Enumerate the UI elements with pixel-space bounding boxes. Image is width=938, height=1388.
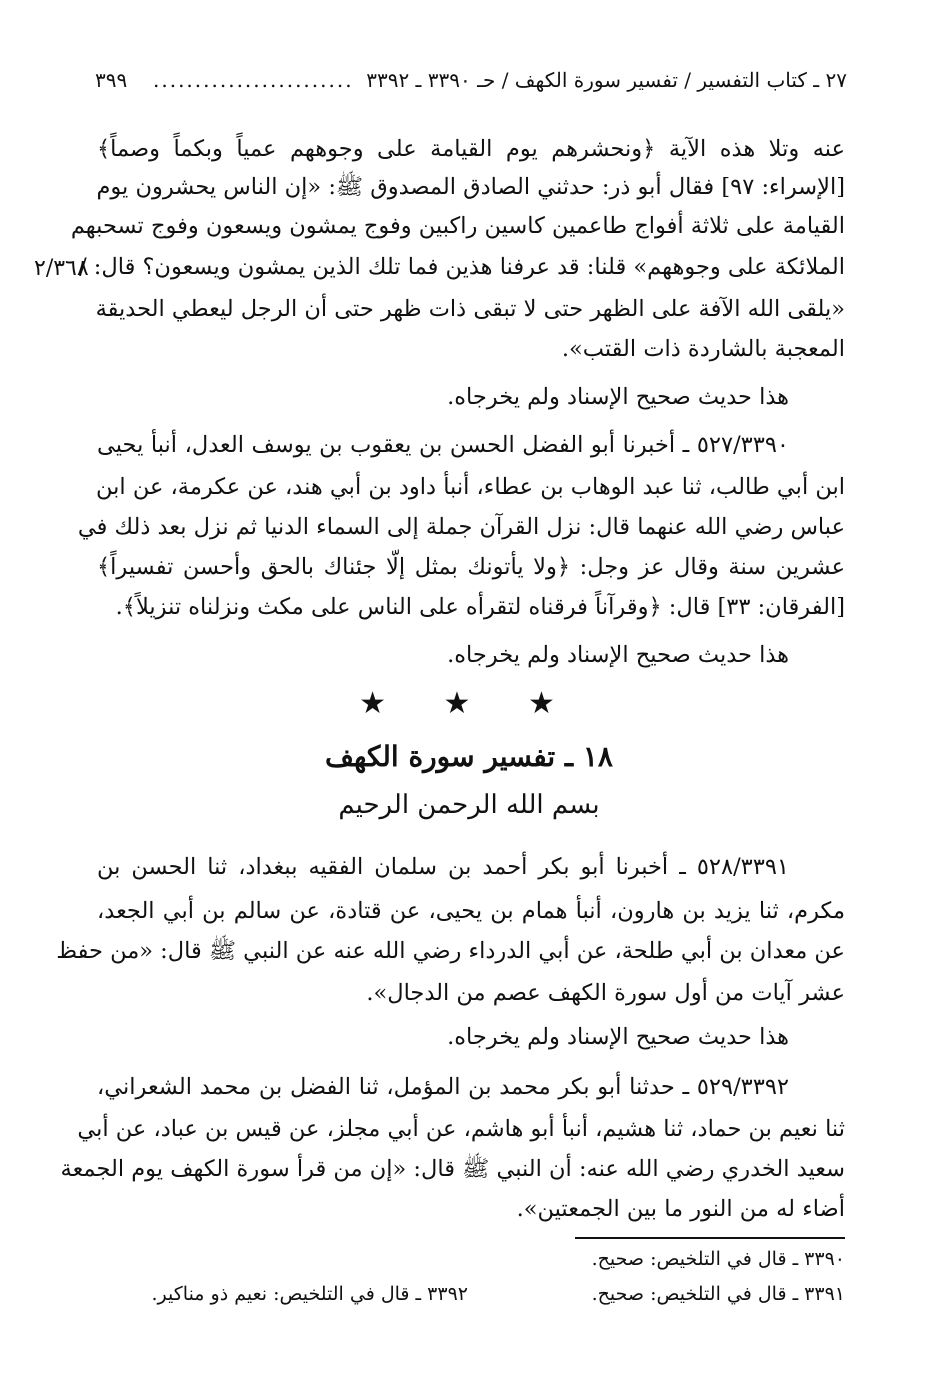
section-title: ١٨ ـ تفسير سورة الكهف bbox=[325, 740, 613, 773]
text-line: عن معدان بن أبي طلحة، عن أبي الدرداء رضي الله عنه عن النبي ﷺ قال: «من حفظ bbox=[56, 938, 845, 964]
text-line: أضاء له من النور ما بين الجمعتين». bbox=[516, 1196, 845, 1222]
text-line: [الإسراء: ٩٧] فقال أبو ذر: حدثني الصادق المصدوق ﷺ: «إن الناس يحشرون يوم bbox=[96, 174, 845, 200]
text-line: مكرم، ثنا يزيد بن هارون، أنبأ همام بن يحيى، عن قتادة، عن سالم بن أبي الجعد، bbox=[97, 898, 845, 924]
text-line: عشرين سنة وقال عز وجل: ﴿ولا يأتونك بمثل إلّا جئناك بالحق وأحسن تفسيراً﴾ bbox=[97, 554, 845, 580]
text-line: ثنا نعيم بن حماد، ثنا هشيم، أنبأ أبو هاشم، عن أبي مجلز، عن قيس بن عباد، عن أبي bbox=[77, 1116, 845, 1142]
margin-reference: ٢/٣٦٨ bbox=[34, 256, 89, 281]
text-line: سعيد الخدري رضي الله عنه: أن النبي ﷺ قال: «إن من قرأ سورة الكهف يوم الجمعة bbox=[60, 1156, 845, 1182]
basmala: بسم الله الرحمن الرحيم bbox=[338, 790, 600, 820]
text-line: ابن أبي طالب، ثنا عبد الوهاب بن عطاء، أنبأ داود بن أبي هند، عن عكرمة، عن ابن bbox=[96, 474, 845, 500]
header-title: ٢٧ ـ كتاب التفسير / تفسير سورة الكهف / حـ ٣٣٩٠ ـ ٣٣٩٢ bbox=[366, 68, 847, 92]
section-divider-stars: ★ ★ ★ bbox=[359, 686, 579, 721]
text-line: الملائكة على وجوههم» قلنا: قد عرفنا هذين فما تلك الذين يمشون ويسعون؟ قال: / bbox=[79, 254, 845, 280]
text-line: [الفرقان: ٣٣] قال: ﴿وقرآناً فرقناه لتقرأه على الناس على مكث ونزلناه تنزيلاً﴾. bbox=[115, 594, 845, 620]
text-line: القيامة على ثلاثة أفواج طاعمين كاسين راكبين وفوج يمشون ويسعون وفوج تسحبهم bbox=[70, 213, 845, 239]
hadith-start-3391: ٥٢٨/٣٣٩١ ـ أخبرنا أبو بكر أحمد بن سلمان الفقيه ببغداد، ثنا الحسن بن bbox=[97, 854, 789, 880]
text-line: المعجبة بالشاردة ذات القتب». bbox=[561, 336, 845, 362]
footnote-3392: ٣٣٩٢ ـ قال في التلخيص: نعيم ذو مناكير. bbox=[151, 1283, 468, 1305]
footnote-3390: ٣٣٩٠ ـ قال في التلخيص: صحيح. bbox=[591, 1248, 845, 1270]
text-line: عباس رضي الله عنهما قال: نزل القرآن جملة إلى السماء الدنيا ثم نزل بعد ذلك في bbox=[77, 514, 845, 540]
footnote-separator bbox=[575, 1237, 845, 1239]
text-line: «يلقى الله الآفة على الظهر حتى لا تبقى ذات ظهر حتى أن الرجل ليعطي الحديقة bbox=[95, 296, 845, 322]
hadith-grading: هذا حديث صحيح الإسناد ولم يخرجاه. bbox=[447, 1024, 789, 1050]
hadith-grading: هذا حديث صحيح الإسناد ولم يخرجاه. bbox=[447, 642, 789, 668]
text-line: عشر آيات من أول سورة الكهف عصم من الدجال». bbox=[366, 980, 845, 1006]
footnote-3391: ٣٣٩١ ـ قال في التلخيص: صحيح. bbox=[591, 1283, 845, 1305]
hadith-start-3392: ٥٢٩/٣٣٩٢ ـ حدثنا أبو بكر محمد بن المؤمل، ثنا الفضل بن محمد الشعراني، bbox=[97, 1074, 789, 1100]
header-leader-dots: ........................ bbox=[153, 68, 354, 92]
text-line: عنه وتلا هذه الآية ﴿ونحشرهم يوم القيامة على وجوههم عمياً وبكماً وصماً﴾ bbox=[97, 136, 845, 162]
page-number: ٣٩٩ bbox=[95, 68, 128, 92]
hadith-start-3390: ٥٢٧/٣٣٩٠ ـ أخبرنا أبو الفضل الحسن بن يعقوب بن يوسف العدل، أنبأ يحيى bbox=[97, 432, 789, 458]
running-header bbox=[95, 60, 847, 100]
hadith-grading: هذا حديث صحيح الإسناد ولم يخرجاه. bbox=[447, 384, 789, 410]
